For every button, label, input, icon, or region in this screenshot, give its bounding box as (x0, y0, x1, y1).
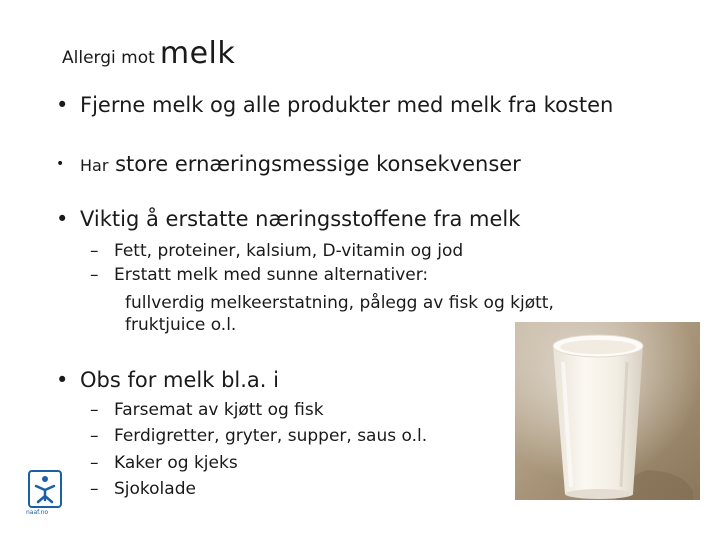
bullet-dot: • (56, 93, 69, 117)
sub-item (90, 239, 463, 263)
bullet-dot: • (56, 156, 65, 172)
list-item-text: Sjokolade (114, 479, 196, 499)
bullet-3 (56, 207, 520, 231)
sub-item-text: Fett, proteiner, kalsium, D-vitamin og jod (114, 241, 464, 261)
sub-dash: – (90, 453, 99, 473)
sub-dash: – (90, 426, 99, 446)
bullet-4-text: Obs for melk bl.a. i (80, 368, 279, 392)
bullet-3-text: Viktig å erstatte næringsstoffene fra melk (80, 207, 521, 231)
sub-dash: – (90, 241, 99, 261)
sub-item-continuation: fullverdig melkeerstatning, pålegg av fisk og kjøtt, (125, 293, 554, 313)
bullet-2-text: store ernæringsmessige konsekvenser (108, 152, 521, 176)
sub-item (90, 263, 428, 287)
title-small: Allergi mot (62, 48, 155, 68)
bullet-2 (56, 152, 521, 176)
slide-title (62, 36, 235, 71)
bullet-4 (56, 368, 279, 392)
bullet-dot: • (56, 368, 69, 392)
list-item-text: Farsemat av kjøtt og fisk (114, 400, 324, 420)
glass-of-milk-image (515, 322, 700, 500)
list-item (90, 477, 196, 501)
logo-caption: naaf.no (26, 509, 49, 516)
bullet-1 (56, 93, 613, 117)
title-big: melk (159, 36, 236, 71)
bullet-1-text: Fjerne melk og alle produkter med melk fra kosten (80, 93, 614, 117)
list-item-text: Ferdigretter, gryter, supper, saus o.l. (114, 426, 428, 446)
sub-dash: – (90, 400, 99, 420)
sub-item-text: Erstatt melk med sunne alternativer: (114, 265, 429, 285)
list-item (90, 424, 427, 448)
sub-dash: – (90, 479, 99, 499)
bullet-2-prefix: Har (80, 156, 109, 175)
sub-dash: – (90, 265, 99, 285)
list-item (90, 451, 238, 475)
list-item-text: Kaker og kjeks (114, 453, 238, 473)
list-item (90, 398, 324, 422)
sub-item-continuation: fruktjuice o.l. (125, 315, 237, 335)
bullet-dot: • (56, 207, 69, 231)
